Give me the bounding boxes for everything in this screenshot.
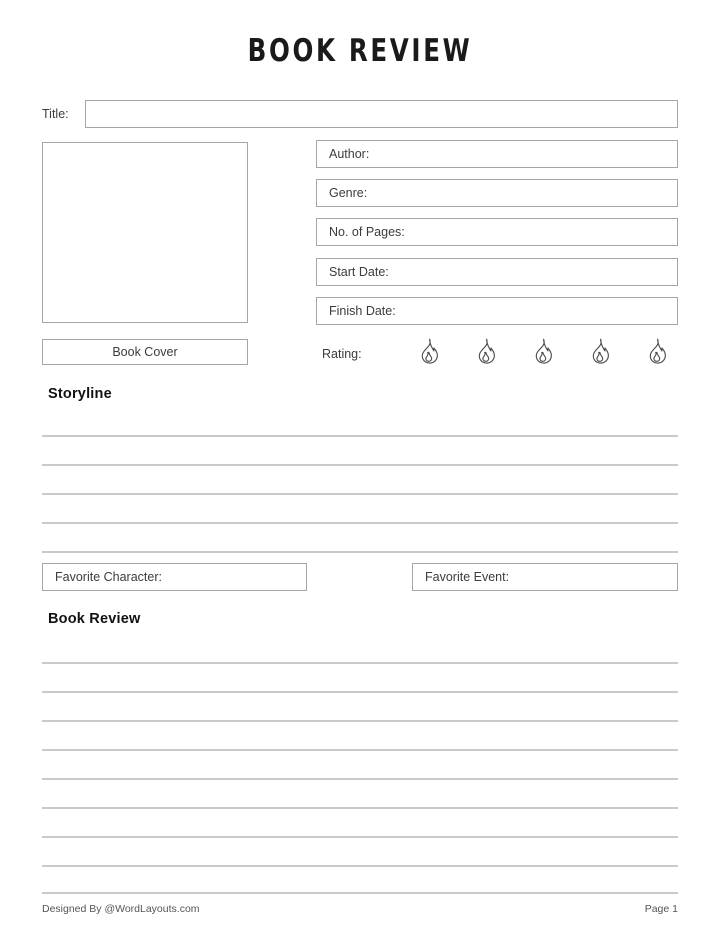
flame-icon[interactable] xyxy=(418,338,440,364)
book-review-line[interactable] xyxy=(42,749,678,751)
book-review-line[interactable] xyxy=(42,778,678,780)
rating-flames xyxy=(418,336,668,366)
footer-page-number: Page 1 xyxy=(644,903,678,915)
flame-icon[interactable] xyxy=(475,338,497,364)
flame-icon[interactable] xyxy=(646,338,668,364)
footer-divider xyxy=(42,892,678,894)
storyline-line[interactable] xyxy=(42,464,678,466)
page-title: BOOK REVIEW xyxy=(247,33,473,69)
start-date-field[interactable]: Start Date: xyxy=(316,258,678,286)
title-label: Title: xyxy=(42,107,69,121)
storyline-line[interactable] xyxy=(42,493,678,495)
flame-icon[interactable] xyxy=(532,338,554,364)
book-cover-image-area[interactable] xyxy=(42,142,248,323)
title-input[interactable] xyxy=(85,100,678,128)
rating-label: Rating: xyxy=(322,347,362,361)
favorite-event-field[interactable]: Favorite Event: xyxy=(412,563,678,591)
storyline-line[interactable] xyxy=(42,435,678,437)
book-review-heading: Book Review xyxy=(48,611,141,627)
flame-icon[interactable] xyxy=(589,338,611,364)
book-review-line[interactable] xyxy=(42,807,678,809)
storyline-line[interactable] xyxy=(42,551,678,553)
book-review-line[interactable] xyxy=(42,836,678,838)
finish-date-field[interactable]: Finish Date: xyxy=(316,297,678,325)
book-review-line[interactable] xyxy=(42,691,678,693)
genre-field[interactable]: Genre: xyxy=(316,179,678,207)
favorite-character-field[interactable]: Favorite Character: xyxy=(42,563,307,591)
storyline-line[interactable] xyxy=(42,522,678,524)
footer-credit: Designed By @WordLayouts.com xyxy=(42,903,200,915)
storyline-heading: Storyline xyxy=(48,386,112,402)
book-cover-caption: Book Cover xyxy=(42,339,248,365)
book-review-line[interactable] xyxy=(42,865,678,867)
author-field[interactable]: Author: xyxy=(316,140,678,168)
book-review-line[interactable] xyxy=(42,720,678,722)
pages-field[interactable]: No. of Pages: xyxy=(316,218,678,246)
book-review-line[interactable] xyxy=(42,662,678,664)
